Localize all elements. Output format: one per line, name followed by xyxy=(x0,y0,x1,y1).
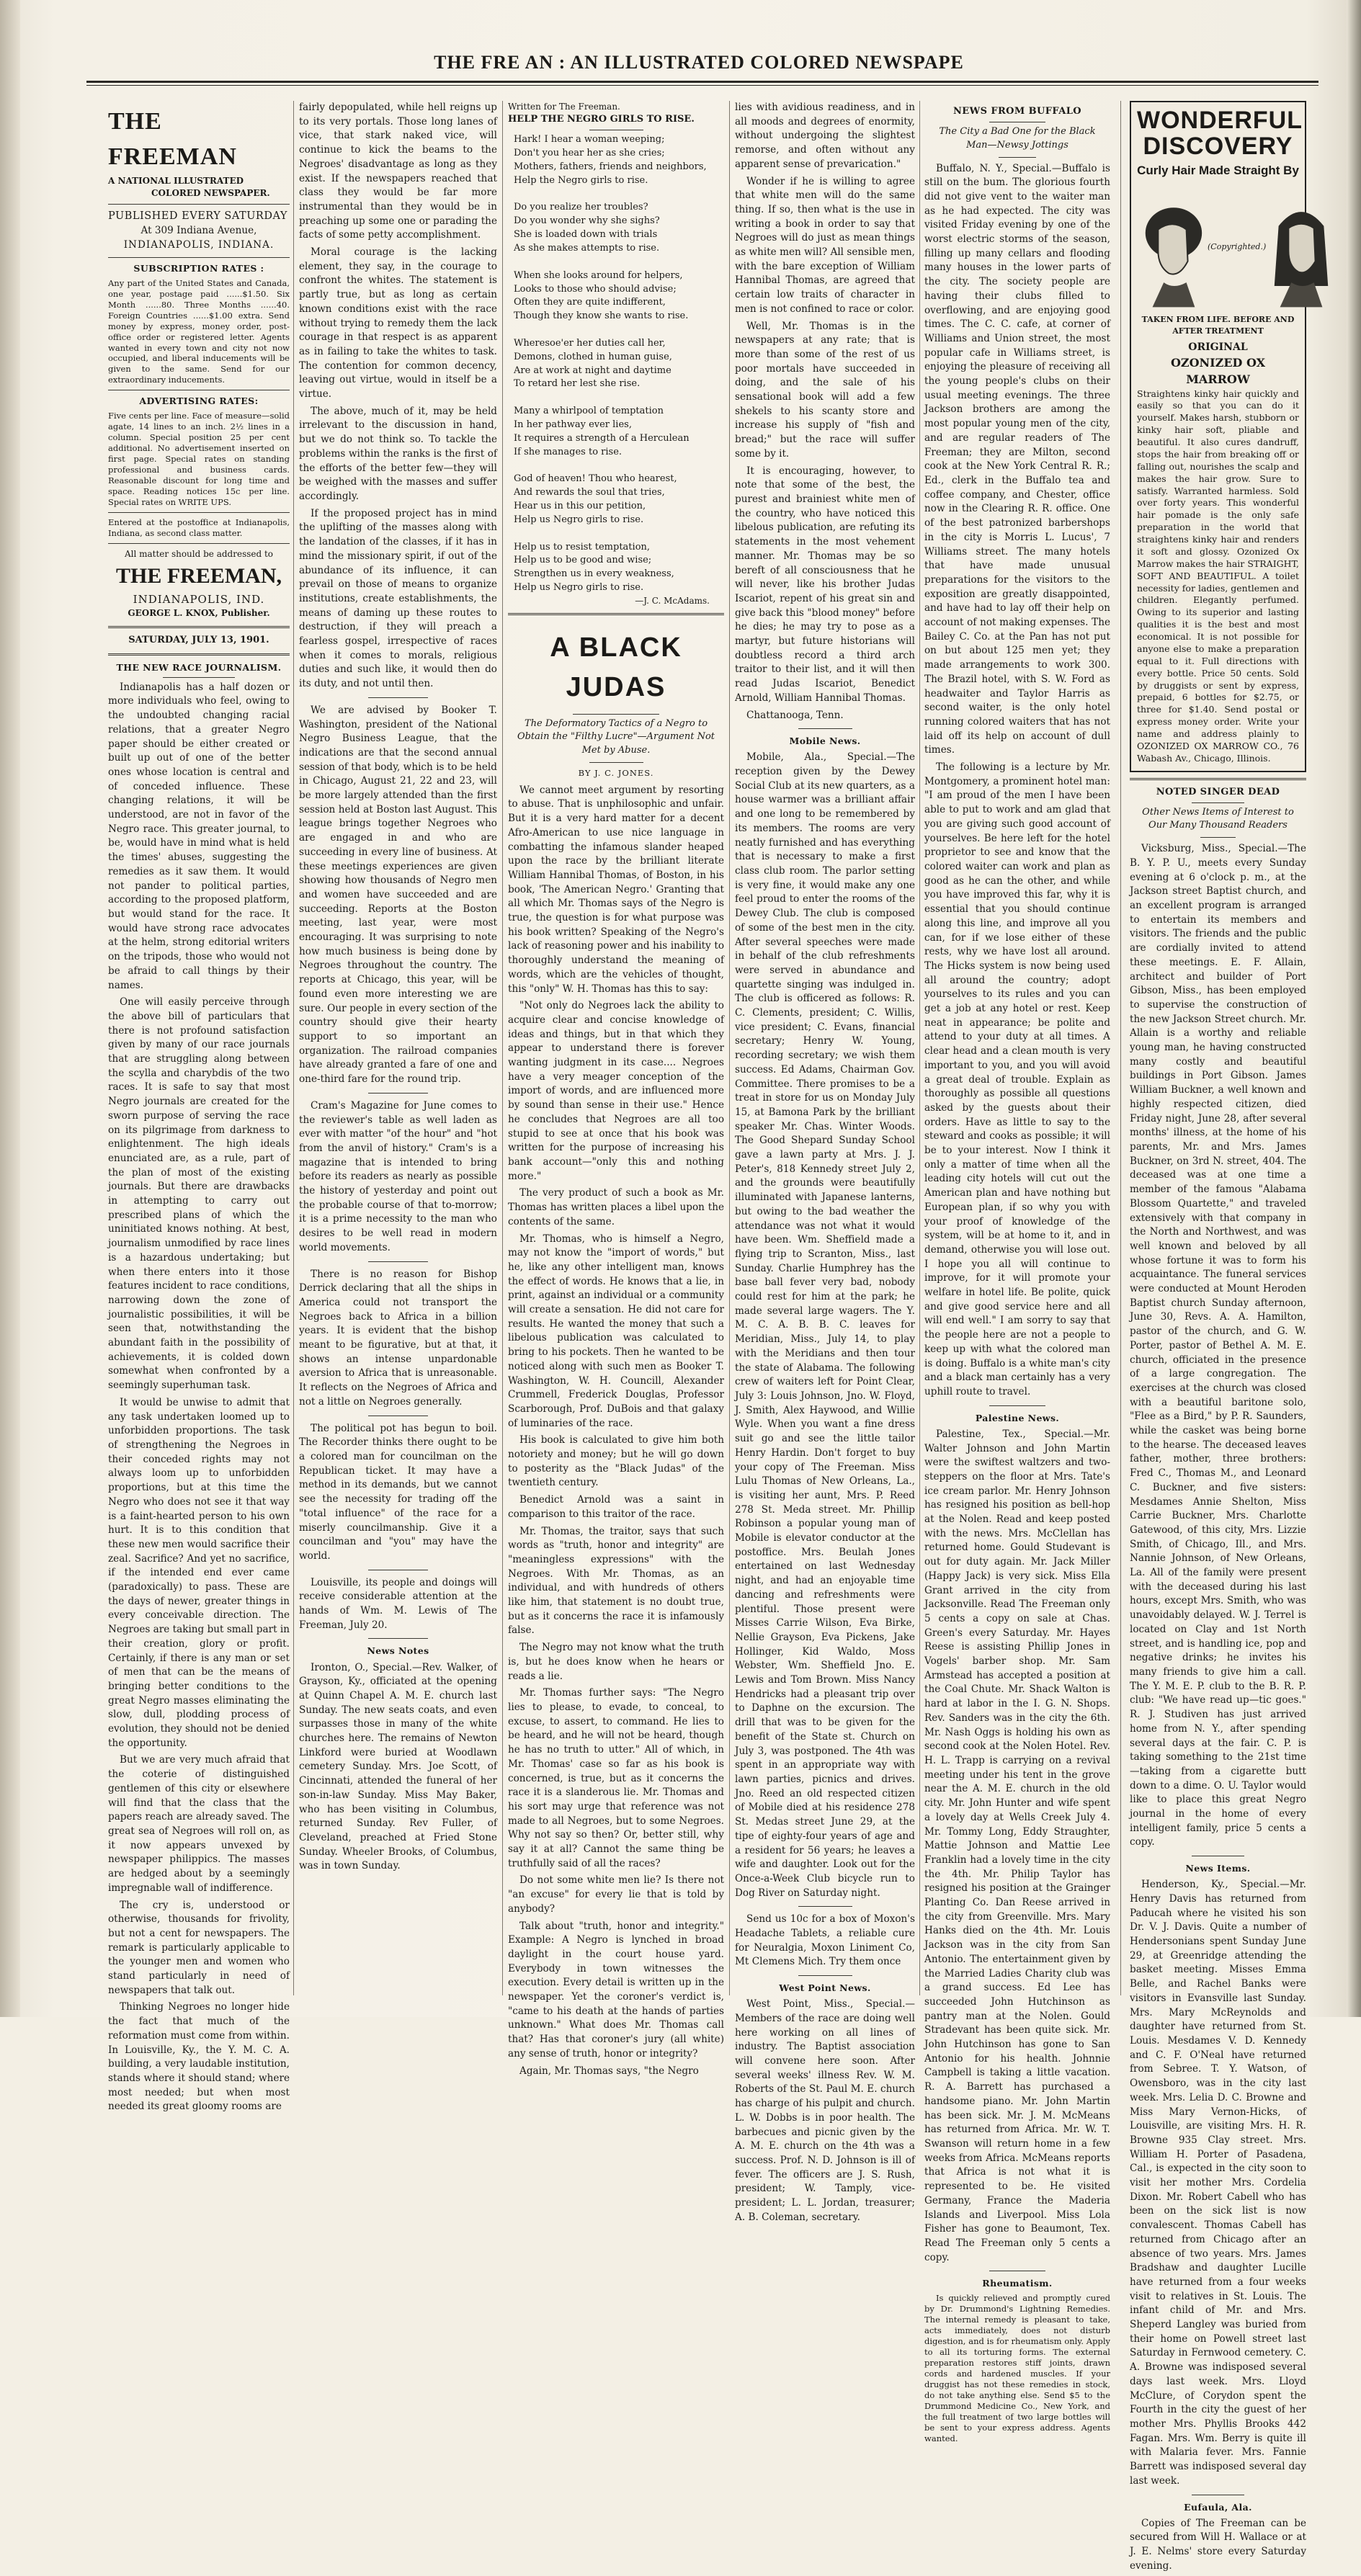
byline: BY J. C. JONES. xyxy=(578,768,654,779)
article-paragraph: Mr. Thomas, who is himself a Negro, may not know the "import of words," but he, like any other intelligent man, knows the effect of words. He knows that a lie, in print, against an individual or a community will create a sensation. He did not care for results. He wanted the money that such a libelous publication was calculated to bring to his pockets. Then he wanted to be noticed along with such men as Booker T. Washington, W. H. Councill, Alexander Crummell, Frederick Douglas, Professor Scarborough, Prof. DuBois and that galaxy of luminaries of the race. xyxy=(508,1233,724,1429)
rheumatism-heading: Rheumatism. xyxy=(982,2278,1053,2289)
address-notice: All matter should be addressed to xyxy=(124,548,274,559)
article-paragraph: "Not only do Negroes lack the ability to acquire clear and concise knowledge of ideas and things, but in that which they appear to understand there is forever wanting judgment in its case.... Negroes have a very meager conception of the import of words, and are influenced more by sound than sense in their use." Hence he concludes that Negroes are all too stupid to see at once that his book was written for the purpose of increasing his bank account—"only this and nothing more." xyxy=(508,1000,724,1182)
editorial-paragraph: Indianapolis has a half dozen or more individuals who feel, owing to the undoubted changing racial relations, that a greater Negro paper should be either created or built up out of one of the better ones whose location is central and of conceded influence. These changing relations, it will be understood, are not in favor of the Negro race. This greater journal, to be, would have in mind what is held the times' abuses, suggesting the remedies as it saw them. It would not pander to political parties, according to the proposed platform, but would stand for the race. It would have strong race advocates at the helm, strong editorial writers on the tripods, those who would not be afraid to call things by their names. xyxy=(108,681,290,991)
article-paragraph: Mr. Thomas, the traitor, says that such words as "truth, honor and integrity" are "meaningless expressions" with the Negroes. With Mr. Thomas, as an individual, and with hundreds of others like him, that statement is no doubt true, but as it concerns the race it is infamously false. xyxy=(508,1525,724,1637)
subscription-text: Any part of the United States and Canada, one year, postage paid ......$1.50. Six Month ......80. Three Months ......40. Foreign Countries ......$1.00 extra. Send money by express, money order, post-office order or registered letter. Agents wanted in every town and city not now occupied, and liberal inducements will be given to the same. Send for our extraordinary inducements. xyxy=(108,277,290,385)
column-rule xyxy=(502,101,503,1995)
black-judas-headline: A BLACK JUDAS xyxy=(550,632,682,703)
masthead-rule xyxy=(86,81,1318,83)
column-rule xyxy=(729,101,730,1995)
column-5 xyxy=(924,101,1110,2447)
poem-author: —J. C. McAdams. xyxy=(635,595,710,606)
page-edge-left xyxy=(0,0,20,2017)
freeman-title-2: THE FREEMAN, xyxy=(115,564,282,589)
before-after-illustration xyxy=(1137,186,1299,308)
poem-title: HELP THE NEGRO GIRLS TO RISE. xyxy=(508,114,695,125)
address-line: At 309 Indiana Avenue, xyxy=(140,225,257,237)
masthead-rule-thin xyxy=(86,85,1318,86)
west-point-text: West Point, Miss., Special.—Members of the race are doing well here working on all lines of industry. The Baptist association will convene here soon. After several weeks' illness Rev. W. M. Roberts of the St. Paul M. E. church has charge of his pulpit and church. L. W. Dobbs is in poor health. The barbecues and picnic given by the A. M. E. church on the 4th was a success. Prof. N. D. Johnson is ill of fever. The officers are J. S. Rush, president; W. Tamply, vice-president; L. L. Jordan, treasurer; A. B. Coleman, secretary. xyxy=(735,1998,915,2223)
column-1 xyxy=(108,101,290,2113)
singer-deck: Other News Items of Interest to Our Many Thousand Readers xyxy=(1142,806,1294,831)
article-dateline: Chattanooga, Tenn. xyxy=(746,709,844,721)
ox-marrow-advertisement xyxy=(1130,101,1306,772)
editorial-paragraph: We are advised by Booker T. Washington, president of the National Negro Business League, that the indications are that the second annual session of that body, which is to be held in Chicago, August 21, 22 and 23, will be more largely attended than the first session held at Boston last August. This league brings together Negroes who are engaged in and who are succeeding in every line of business. At these meetings experiences are given showing how thousands of Negro men and women have succeeded and are succeeding. Reports at the Boston meeting, last year, were most encouraging. It was surprising to note how much business is being done by Negroes throughout the country. The reports at Chicago, this year, will be found even more interesting we are sure. Our people in every section of the country should give their hearty support to so important an organization. The railroad companies have already granted a fare of one and one-third fare for the round trip. xyxy=(299,704,497,1086)
article-paragraph: The Negro may not know what the truth is, but he does know when he hears or reads a lie. xyxy=(508,1642,724,1682)
palestine-heading: Palestine News. xyxy=(975,1412,1060,1423)
editorial-paragraph: But we are very much afraid that the coterie of distinguished gentlemen of this city or elsewhere will find that the class that the papers reach are already saved. The great sea of Negroes will roll on, as it now appears unvexed by newspaper philippics. The masses are hedged about by a seemingly impregnable wall of indifference. xyxy=(108,1754,290,1894)
freeman-title: THE FREEMAN xyxy=(108,108,237,171)
black-judas-deck: The Deformatory Tactics of a Negro to Obtain the "Filthy Lucre"—Argument Not Met by Abuse. xyxy=(517,717,715,756)
eufaula-heading: Eufaula, Ala. xyxy=(1184,2501,1252,2513)
column-rule xyxy=(293,101,294,1995)
ad-original: ORIGINAL xyxy=(1188,341,1248,353)
ad-copyright: (Copyrighted.) xyxy=(1208,242,1267,252)
address-line: INDIANAPOLIS, INDIANA. xyxy=(123,239,275,251)
freeman-tagline: A NATIONAL ILLUSTRATED xyxy=(108,175,244,186)
subscription-heading: SUBSCRIPTION RATES : xyxy=(133,262,264,274)
masthead: THE FRE AN : AN ILLUSTRATED COLORED NEWSPAPE xyxy=(434,52,964,73)
news-notes-text: Ironton, O., Special.—Rev. Walker, of Grayson, Ky., officiated at the opening at Quinn Chapel A. M. E. church last Sunday. The new seats coats, and even surpasses those in many of the white churches here. The remains of Newton Linkford were buried at Woodlawn cemetery Sunday. Mrs. Joe Scott, of Cincinnati, attended the funeral of her son-in-law Sunday. Miss May Baker, who has been visiting in Columbus, returned Sunday. Rev Fuller, of Cleveland, preached at Fried Stone Sunday. Wheeler Brooks, of Columbus, was in town Sunday. xyxy=(299,1661,497,1872)
column-3 xyxy=(508,101,724,2081)
news-items-heading: News Items. xyxy=(1185,1863,1251,1874)
editorial-paragraph: Moral courage is the lacking element, they say, in the courage to confront the whites. The statement is partly true, but as long as certain known conditions exist with the race without trying to remedy them the lack courage in that respect is as apparent as in failing to take the whites to task. The contention for common decency, leaving out virtue, would in itself be a virtue. xyxy=(299,246,497,401)
news-items-text: Henderson, Ky., Special.—Mr. Henry Davis has returned from Paducah where he visited his son Dr. V. J. Davis. Quite a number of Hendersonians spent Sunday June 29, at Greenridge attending the basket meeting. Misses Emma Belle, and Rachel Banks were visitors in Evansville last Sunday. Mrs. Mary McReynolds and daughter have returned from St. Louis. Mesdames V. D. Kennedy and C. F. O'Neal have returned from Sebree. T. Y. Watson, of Owensboro, was in the city last week. Mrs. Lelia D. C. Browne and Miss Mary Vernon-Hicks, of Louisville, are visiting Mrs. H. R. Browne 935 Clay street. Mrs. William H. Porter of Pasadena, Cal., is expected in the city soon to visit her mother Mrs. Cordelia Dixon. Mr. Robert Cabell who has been on the sick list is now convalescent. Thomas Cabell has returned from Chicago after an absence of two years. Mrs. James Bradshaw and daughter Lucille have returned from a four weeks visit to relatives in St. Louis. The infant child of Mr. and Mrs. Sheperd Langley was buried from their home on Powell street last Saturday in Fernwood cemetery. C. A. Browne was indisposed several days last week. Mrs. Lloyd McClure, of Corydon spent the Fourth in the city the guest of her mother Mrs. Phyllis Brooks 442 Fagan. Mrs. Wm. Berry is quite ill with Malaria fever. Mrs. Fannie Barrett was indisposed several day last week. xyxy=(1130,1879,1306,2487)
palestine-text: Palestine, Tex., Special.—Mr. Walter Johnson and John Martin were the swiftest waltzers and two-steppers on the floor at Mrs. Tate's ice cream parlor. Mr. Henry Johnson has resigned his position as bell-hop at the Nolen. Read and keep posted with the news. Mrs. McClellan has returned home. Gould Studevant is out for duty again. Mr. Jack Miller (Happy Jack) is very sick. Miss Ella Grant arrived in the city from Jacksonville. Read The Freeman only 5 cents a copy on sale at Chas. Green's every Saturday. Mr. Hayes Reese is assisting Phillip Jones in Vogels' barber shop. Mr. Sam Armstead has accepted a position at the Coal Chute. Mr. Shack Walton is hard at labor in the I. G. N. Shops. Rev. Sanders was in the city the 6th. Mr. Nash Oggs is holding his own as second cook at the Nolen Hotel. Rev. H. L. Trapp is carrying on a revival meeting under his tent in the grove near the A. M. E. church in the old city. Mr. John Hunter and wife spent a lovely day at Wells Creek July 4. Mr. Tommy Long, Eddy Straughter, Mattie Johnson and Mattie Lee Franklin had a lovely time in the city the 4th. Mr. Philip Taylor has resigned his position at the Grainger Planting Co. Dan Reese arrived in the city from Greenville. Mrs. Mary Hanks died on the 4th. Mr. Louis Jackson was in the city from San Antonio. The entertainment given by the Married Ladies Charity club was a grand success. Ed Lee has succeeded John Hutchinson as pantry man at the Nolen. Gould Stradevant has been quite sick. Mr. John Hutchinson has gone to San Antonio for his health. Johnnie Campbell is taking a little vacation. R. A. Barrett has purchased a handsome piano. Mr. John Martin has been sick. Mr. J. M. McMeans has returned from Africa. Mr. W. T. Swanson will return home in a few weeks from Africa. McMeans reports that Africa is not what it is represented to be. He visited Germany, France the Maderia Islands and Liverpool. Miss Lola Fisher has gone to Beaumont, Tex. Read The Freeman only 5 cents a copy. xyxy=(924,1428,1110,2263)
buffalo-paragraph: Buffalo, N. Y., Special.—Buffalo is still on the bum. The glorious fourth did not give vent to the waiter man as he had expected. The city was visited Friday evening by one of the worst electric storms of the season, filling up many cellars and flooding many houses in the lower parts of the city. The society people are having their clubs filled to overflowing, and are enjoying good times. The C. C. cafe, at corner of Williams and Union street, the most popular cafe in Williams street, is enjoying the pleasure of receiving all the young people's clubs on their usual meeting evenings. The three Jackson brothers are among the most popular young men of the city, and are regular readers of The Freeman; they are Milton, second cook at the New York Central R. R.; Ed., clerk in the Buffalo tea and coffee company, and Chester, office now in the Clearing R. R. office. One of the best patronized barbershops in the city is Morris L. Lucus', 7 Williams street. The many hotels that have made unusual preparations for the visitors to the exposition are greatly disappointed, and have had to lay off their help on account of not making expenses. The Bailey C. Co. at the Pan has not put on but about 125 men yet; they made arrangements to work 300. The Brazil hotel, with S. W. Ford as headwaiter and Taylor Harris as second waiter, is the only hotel running colored waiters that has not laid off its help on account of dull times. xyxy=(924,162,1110,756)
editorial-paragraph: The above, much of it, may be held irrelevant to the discussion in hand, but we do not think so. To tackle the problems within the ranks is the first of the efforts of the better few—they will be weighed with the masses and suffer accordingly. xyxy=(299,405,497,502)
editorial-paragraph: If the proposed project has in mind the uplifting of the masses along with the landation of the classes, if it has in mind the missionary spirit, if out of the abundance of its influence, it can prevail on those of means to organize institutions, create establishments, the means of daming up these routes to destruction, if they will preach a fearless gospel, irrespective of races when it comes to morals, religious duties and such like, it would then do its duty, and not until then. xyxy=(299,507,497,690)
publisher-line: GEORGE L. KNOX, Publisher. xyxy=(128,608,270,619)
poem-intro: Written for The Freeman. xyxy=(508,102,620,112)
eufaula-text: Copies of The Freeman can be secured from Will H. Wallace or at J. E. Nelms' store every Saturday evening. xyxy=(1130,2517,1306,2572)
article-paragraph: Again, Mr. Thomas says, "the Negro xyxy=(519,2065,699,2077)
editorial-paragraph: fairly depopulated, while hell reigns up to its very portals. Those long lanes of vice, that stark naked vice, will continue to kick the beams to the Negroes' disadvantage as long as they exist. If the newspapers reached that class they would be far more instrumental than they would be in preaching up some one or parading the facts of some petty accomplishment. xyxy=(299,102,497,241)
rheumatism-text: Is quickly relieved and promptly cured by Dr. Drummond's Lightning Remedies. The internal remedy is pleasant to take, acts immediately, does not disturb digestion, and is for rheumatism only. Apply to all its torturing forms. The external preparation restores stiff joints, drawn cords and hardened muscles. If your druggist has not these remedies in stock, do not take anything else. Send $5 to the Drummond Medicine Co., New York, and the full treatment of two large bottles will be sent to your express address. Agents wanted. xyxy=(924,2293,1110,2443)
advertising-text: Five cents per line. Face of measure—solid agate, 14 lines to an inch. 2½ lines in a column. Special position 25 per cent additional. No advertisement inserted on first page. Special rates on standing professional and business cards. Reasonable discount for long time and space. Reading notices 15c per line. Special rates on WRITE UPS. xyxy=(108,411,290,507)
article-paragraph: Well, Mr. Thomas is in the newspapers at any rate; that is more than some of the rest of us poor mortals have succeeded in doing, and the sale of his sensational book will add a few shekels to his scanty store and increase his supply of "fish and bread;" but the race will suffer some by it. xyxy=(735,320,915,460)
article-paragraph: Talk about "truth, honor and integrity." Example: A Negro is lynched in broad daylight in the court house yard. Everybody in town witnesses the execution. Every detail is written up in the newspaper. Yet the coroner's verdict is, "came to his death at the hands of parties unknown." What does Mr. Thomas call that? Has that coroner's jury (all white) any sense of truth, honor or integrity? xyxy=(508,1920,724,2060)
buffalo-headline: NEWS FROM BUFFALO xyxy=(953,106,1081,117)
column-rule xyxy=(919,101,920,1995)
column-4 xyxy=(735,101,915,2228)
mobile-news-heading: Mobile News. xyxy=(789,735,861,747)
editorial-paragraph: There is no reason for Bishop Derrick declaring that all the ships in America could not transport the Negroes back to Africa in a billion years. It is evident that the bishop meant to be figurative, but at that, it shows an intense unpardonable aversion to Africa that is unreasonable. It reflects on the Negroes of Africa and not a little on Negroes generally. xyxy=(299,1268,497,1408)
article-paragraph: His book is calculated to give him both notoriety and money; but he will go down to posterity as the "Black Judas" of the twentieth century. xyxy=(508,1434,724,1489)
editorial-headline: THE NEW RACE JOURNALISM. xyxy=(116,661,282,673)
page-edge-right xyxy=(1347,0,1361,2017)
article-paragraph: We cannot meet argument by resorting to abuse. That is unphilosophic and unfair. But it is a very hard matter for a decent Afro-American to use nice language in combatting the infamous slander heaped upon the race by the brilliant literate William Hannibal Thomas, of Boston, in his book, 'The American Negro.' Granting that all which Mr. Thomas says of the Negro is true, the question is for what purpose was his book written? Speaking of the Negro's lack of reasoning power and his inability to thoroughly understand the meaning of words, which are the vehicles of thought, this "only" W. H. Thomas has this to say: xyxy=(508,784,724,995)
ad-title: DISCOVERY xyxy=(1143,132,1293,160)
article-paragraph: Mr. Thomas further says: "The Negro lies to please, to evade, to conceal, to excuse, to assert, to command. He lies to be heard, and he will not be heard, though he has no truth to utter." All of which, in Mr. Thomas' case so far as his book is concerned, is true, but as it concerns the race it is a slanderous lie. Mr. Thomas and his sort may urge that reference was not made to all Negroes, but to some Negroes. Why not say so then? Or, better still, why say it at all? Cannot the same thing be truthfully said of all the races? xyxy=(508,1687,724,1869)
column-rule xyxy=(1120,101,1121,1995)
editorial-paragraph: Thinking Negroes no longer hide the fact that much of the reformation must come from within. In Louisville, Ky., the Y. M. C. A. building, a very laudable institution, stands where it should stand; where most needed; but when most needed its great gloomy rooms are xyxy=(108,2001,290,2113)
mobile-news-text: Mobile, Ala., Special.—The reception given by the Dewey Social Club at its new quarters, as a house warmer was a brilliant affair and one long to be remembered by its members. The rooms are very neatly furnished and has everything that is necessary to make a first class club room. The parlor setting is very fine, it would make any one feel proud to enter the rooms of the Dewey Club. The club is composed of some of the best men in the city. After several speeches were made in behalf of the club refreshments were served in abundance and quartette singing was indulged in. The club is officered as follows: R. C. Clements, president; C. Willis, vice president; C. Evans, financial secretary; Henry W. Young, recording secretary; we wish them success. Ed Adams, Chairman Gov. Committee. There promises to be a treat in store for us on Monday July 15, at Bamona Park by the brilliant speaker Mr. Chas. Winter Woods. The Good Shepard Sunday School gave a lawn party at Mrs. J. J. Peter's, 818 Kennedy street July 2, and the grounds were beautifully illuminated with Japanese lanterns, but owing to the bad weather the attendance was not what it would have been. Wm. Sheffield made a flying trip to Scranton, Miss., last Sunday. Charlie Humphrey has the base ball fever very bad, nobody could rest for him at the park; he made several large wagers. The Y. M. C. A. B. B. C. leaves for Meridian, Miss., July 14, to play with the Meridians and then tour the state of Alabama. The following crew of waiters left for Point Clear, July 3: Louis Johnson, Jno. W. Floyd, J. Smith, Alex Haywood, and Willie Wyle. When you want a fine dress suit go and see the little tailor Henry Hardin. Don't forget to buy your copy of The Freeman. Miss Lulu Thomas of New Orleans, La., is visiting her aunt, Mrs. P. Reed 278 St. Meda street. Mr. Phillip Robinson a popular young man of Mobile is elevator conductor at the postoffice. Mrs. Beulah Jones entertained on last Wednesday night, and had an enjoyable time dancing and refreshments were plentiful. Those present were Misses Carrie Wilson, Eva Birke, Nellie Grayson, Eva Pickens, Jake Hollinger, Kid Waldo, Moss Webster, Wm. Sheffield Jno. E. Lewis and Tom Brown. Miss Nancy Hendricks had a pleasant trip over to Daphne on the excursion. The drill that was to be given for the benefit of the State st. Church on July 3, was postponed. The 4th was spent in an appropriate way with lawn parties, picnics and drives. Jno. Reed an old respected citizen of Mobile died at his residence 278 St. Medas street June 29, at the tipe of eighty-four years of age and a resident for 56 years; he leaves a wife and daughter. Look out for the Once-a-Week Club bicycle run to Dog River on Saturday night. xyxy=(735,751,915,1899)
buffalo-deck: The City a Bad One for the Black Man—Newsy Jottings xyxy=(939,125,1096,151)
vicksburg-text: Vicksburg, Miss., Special.—The B. Y. P. U., meets every Sunday evening at 6 o'clock p. m., at the Jackson street Baptist church, and an excellent program is arranged to entertain its members and visitors. The friends and the public are cordially invited to attend these meetings. E. F. Allain, architect and builder of Port Gibson, Miss., has been employed to supervise the construction of the new Jackson Street church. Mr. Allain is a worthy and reliable young man, he having constructed many costly and beautiful buildings in Port Gibson. James William Buckner, a well known and highly respected citizen, died Friday night, June 28, after several months' illness, at the home of his parents, Mr. and Mrs. James Buckner, on 3rd N. street, 404. The deceased was at one time a member of the famous "Alabama Blossom Quartette," and traveled extensively with that company in the North and Northwest, and was well known and beloved by all whose fortune it was to form his acquaintance. The funeral services were conducted at Mount Heroden Baptist church Sunday afternoon, June 30, Revs. A. A. Hamilton, pastor of the church, and G. W. Porter, pastor of Bethel A. M. E. church, officiated in the presence of a large congregation. The exercises at the church was closed with a beautiful baritone solo, "Flee as a Bird," by P. R. Saunders, while the casket was being borne to the hearse. The deceased leaves father, mother, three brothers: Fred C., Thomas M., and Leonard C. Buckner, and five sisters: Mesdames Annie Shelton, Miss Carrie Buckner, Mrs. Charlotte Gatewood, of this city, Mrs. Lizzie Smith, of Chicago, Ill., and Mrs. Nannie Johnson, of New Orleans, La. All of the family were present with the deceased during his last hours, except Mrs. Smith, who was unavoidably delayed. W. J. Terrel is located on Clay and 1st North street, and is handling ice, pop and negative drinks; he invites his many friends to give him a call. The Y. M. E. P. club to the B. R. P. club: "We have read up—tic goes." R. J. Studiven has just arrived home from N. Y., after spending several days at the fair. C. P. is taking something to the 21st time—taking from a cigarette butt down to a dime. O. U. Taylor would like to place this great Negro journal in the home of every intelligent family, price 5 cents a copy. xyxy=(1130,843,1306,1848)
freeman-tagline: COLORED NEWSPAPER. xyxy=(151,187,270,198)
article-paragraph: Benedict Arnold was a saint in comparison to this traitor of the race. xyxy=(508,1494,724,1520)
published-line: PUBLISHED EVERY SATURDAY xyxy=(108,210,287,223)
entered-notice: Entered at the postoffice at Indianapolis, Indiana, as second class matter. xyxy=(108,516,290,538)
ad-title: WONDERFUL xyxy=(1137,107,1303,134)
ad-subtitle: Curly Hair Made Straight By xyxy=(1137,164,1299,178)
article-paragraph: It is encouraging, however, to note that some of the best, the purest and brainiest white men of the country, who have noticed this libelous publication, are refuting its statements in the most vehement manner. Mr. Thomas may be so bereft of all consciousness that he will never, like his brother Judas Iscariot, repent of his great sin and give back this "blood money" before he dies; he may try to pose as a martyr, but future historians will doubtless record a third arch traitor to their list, and it will then read Judas Iscariot, Benedict Arnold, William Hannibal Thomas. xyxy=(735,465,915,704)
news-notes-heading: News Notes xyxy=(367,1645,429,1657)
editorial-paragraph: One will easily perceive through the above bill of particulars that there is not profound satisfaction given by many of our race journals that are struggling along between the scylla and charybdis of the two races. It is safe to say that most Negro journals are created for the sworn purpose of serving the race on its pilgrimage from darkness to enlightenment. The high ideals enunciated are, as a rule, part of the plan of most of the existing journals. But there are drawbacks in attempting to carry out prescribed plans of which the uninitiated knows nothing. At best, journalism unmodified by race lines is a hazardous undertaking; but when there enters into it those features incident to race conditions, narrowing down the zone of journalistic possibilities, it will be seen that, notwithstanding the abundant faith in the possibility of achievements, it is colded down somewhat when confronted by a seemingly superhuman task. xyxy=(108,996,290,1392)
before-portrait-icon xyxy=(1137,193,1208,308)
advertising-heading: ADVERTISING RATES: xyxy=(139,395,259,407)
ad-body: Straightens kinky hair quickly and easily so that you can do it yourself. Makes harsh, stubborn or kinky hair soft, pliable and beautiful. It also cures dandruff, stops the hair from breaking off or falling out, nourishes the scalp and makes the hair grow. Sure to satisfy. Warranted harmless. Sold over forty years. This wonderful hair pomade is the only safe preparation in the world that straightens kinky hair and renders it soft and glossy. Ozonized Ox Marrow makes the hair STRAIGHT, SOFT AND BEAUTIFUL. A toilet necessity for ladies, gentlemen and children. Elegantly perfumed. Owing to its superior and lasting qualities it is the best and most economical. It is not possible for anyone else to make a preparation equal to it. Full directions with every bottle. Price 50 cents. Sold by druggists or sent by express, prepaid, 6 bottles for $2.75, or three for $1.40. Send postal or express money order. Write your name and address plainly to OZONIZED OX MARROW CO., 76 Wabash Av., Chicago, Illinois. xyxy=(1137,388,1299,764)
column-6 xyxy=(1130,101,1306,2576)
singer-headline: NOTED SINGER DEAD xyxy=(1156,786,1280,797)
editorial-paragraph: Cram's Magazine for June comes to the reviewer's table as well laden as ever with matter "of the hour" and "hot from the anvil of history." Cram's is a magazine that is intended to bring before its readers as nearly as possible the history of yesterday and point out the probable course of that to-morrow; it is a prime necessity to the man who desires to be well read in modern world movements. xyxy=(299,1099,497,1253)
column-2 xyxy=(299,101,497,1877)
article-paragraph: lies with avidious readiness, and in all moods and degrees of enormity, without undergoing the slightest remorse, and often without any apparent sense of prevarication." xyxy=(735,102,915,170)
editorial-paragraph: The cry is, understood or otherwise, thousands for frivolity, but not a cent for newspapers. The remark is particularly applicable to the younger men and women who stand particularly in need of newspapers that talk out. xyxy=(108,1899,290,1996)
city-line: INDIANAPOLIS, IND. xyxy=(133,592,265,606)
article-paragraph: Do not some white men lie? Is there not "an excuse" for every lie that is told by anybody? xyxy=(508,1874,724,1915)
freeman-info-box xyxy=(108,104,290,656)
headache-ad-text: Send us 10c for a box of Moxon's Headache Tablets, a reliable cure for Neuralgia, Moxon Liniment Co, Mt Clemens Mich. Try them once xyxy=(735,1913,915,1968)
west-point-heading: West Point News. xyxy=(779,1982,871,1994)
ad-product-name: OZONIZED OX MARROW xyxy=(1170,356,1266,387)
issue-date: SATURDAY, JULY 13, 1901. xyxy=(128,634,269,645)
after-portrait-icon xyxy=(1266,193,1337,308)
editorial-paragraph: It would be unwise to admit that any task undertaken loomed up to unforbidden proportions. The task of strengthening the Negroes in their conceded rights may not always loom up to unforbidden proportions, but at this time the Negro who does not see it that way is a faint-hearted person to his own hurt. It is to this condition that these new men would sacrifice their zeal. Sacrifice? And yet no sacrifice, if the intended end ever came (paradoxically) to pass. These are the days of newer, greater things in every conceivable direction. The Negroes are taking but small part in their creation, glory or profit. Certainly, if there is any man or set of men that can be the means of bringing better conditions to the great Negro masses eliminating the slow, dull, plodding process of evolution, they should not be denied the opportunity. xyxy=(108,1396,290,1749)
article-paragraph: The very product of such a book as Mr. Thomas has written places a libel upon the contents of the same. xyxy=(508,1187,724,1227)
editorial-paragraph: The political pot has begun to boil. The Recorder thinks there ought to be a colored man for councilman on the Republican ticket. It may have a method in its demands, but we cannot see the necessity for trading off the "total influence" of the race for a miserly councilmanship. Give it a councilman and "you" may have the world. xyxy=(299,1422,497,1562)
buffalo-paragraph: The following is a lecture by Mr. Montgomery, a prominent hotel man: "I am proud of the men I have been able to put to work and am glad that you are giving such good account of yourselves. Be here left for the hotel proprietor to see and know that the colored waiter can work and plan as good as he can the other, and while you have improved this far, why it is essential that you should continue along this line, and improve all you can, for if we lose either of these rests, why we have lost all around. The Hicks system is now being used all around the country; adopt yourselves to its rules and you can get a job at any hotel or rest. Keep neat in appearance; be polite and attend to your duty at all times. A clear head and a clean mouth is very important to you, and you will avoid a great deal of trouble. Explain as thoroughly as possible all questions asked by the guests about their orders. Have as little to say to the steward and cooks as possible; it will be to your interest. Now I think it only a matter of time when all the leading city hotels will cut out the American plan and have nothing but European plan, if so why you with your proof of knowledge of the system, will be at home to it, and in demand, otherwise you will lose out. I hope you all will continue to improve, for it will promote your welfare in hotel life. Be polite, quick and give good service here and all will end well." I am sorry to say that the people here are not a people to keep up with what the colored man is doing. Buffalo is a white man's city and a black man certainly has a very uphill route to travel. xyxy=(924,761,1110,1397)
article-paragraph: Wonder if he is willing to agree that white men will do the same thing. If so, then what is the use in writing a book in order to say that Negroes will do just as mean things as white men will? All sensible men, with the bare exception of William Hannibal Thomas, are agreed that certain low traits of character in men is not confined to race or color. xyxy=(735,175,915,315)
poem-text: Hark! I hear a woman weeping; Don't you hear her as she cries; Mothers, fathers, friends and neighbors, Help the Negro girls to rise. Do you realize her troubles? Do you wonder why she sighs? She is loaded down with trials As she makes attempts to rise. When she looks around for helpers, Looks to those who should advise; Often they are quite indifferent, Though they know she wants to rise. Wheresoe'er her duties call her, Demons, clothed in human guise, Are at work at night and daytime To retard her lest she rise. Many a whirlpool of temptation In her pathway ever lies, It requires a strength of a Herculean If she manages to rise. God of heaven! Thou who hearest, And rewards the soul that tries, Hear us in this our petition, Help us Negro girls to rise. Help us to resist temptation, Help us to be good and wise; Strengthen us in every weakness, Help us Negro girls to rise. xyxy=(514,134,707,594)
ad-caption: TAKEN FROM LIFE. BEFORE AND AFTER TREATMENT xyxy=(1141,315,1295,336)
editorial-paragraph: Louisville, its people and doings will receive considerable attention at the hands of Wm. M. Lewis of The Freeman, July 20. xyxy=(299,1576,497,1631)
